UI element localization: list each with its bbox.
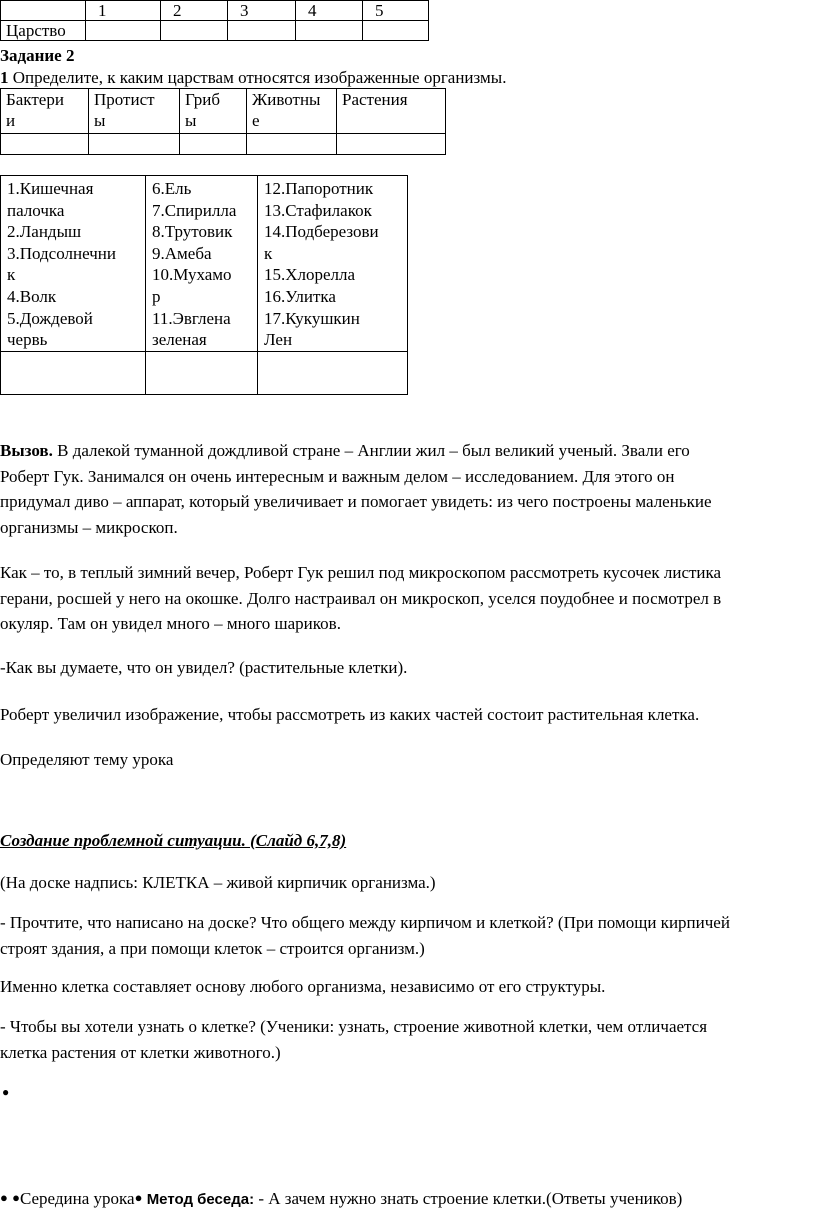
table-cell: [363, 21, 429, 41]
table-row: [1, 21, 429, 41]
cell-basis-paragraph: Именно клетка составляет основу любого организма, независимо от его структуры.: [0, 977, 606, 996]
table-cell: [146, 351, 258, 394]
task-text: Определите, к каким царствам относятся изображенные организмы.: [8, 68, 507, 87]
organisms-table: [0, 175, 408, 395]
challenge-label: Вызов.: [0, 441, 53, 460]
table-row: [1, 351, 408, 394]
lesson-middle-label: Середина урока: [19, 1189, 135, 1208]
table-header-cell: Гриб ы: [180, 89, 247, 134]
board-paragraph: (На доске надпись: КЛЕТКА – живой кирпичик организма.): [0, 873, 436, 892]
text-line: - Прочтите, что написано на доске? Что общего между кирпичом и клеткой? (При помощи кирпичей: [0, 913, 730, 932]
bullet-icon: ●: [0, 1190, 8, 1205]
organisms-column-1: 1.Кишечная палочка 2.Ландыш 3.Подсолнечни к 4.Волк 5.Дождевой червь: [1, 176, 146, 352]
table-row: [1, 89, 446, 134]
text-line: придумал диво – аппарат, который увеличивает и помогает увидеть: из чего построены маленькие: [0, 492, 712, 511]
table-cell: 5: [363, 1, 429, 21]
kingdom-number-table: [0, 0, 429, 41]
text-line: В далекой туманной дождливой стране – Англии жил – был великий ученый. Звали его: [52, 441, 690, 460]
table-cell: [86, 21, 161, 41]
text-line: окуляр. Там он увидел много – много шариков.: [0, 614, 341, 633]
table-cell: [337, 134, 446, 155]
table-cell: [89, 134, 180, 155]
bullet-icon: ●: [12, 1190, 20, 1205]
table-cell: [258, 351, 408, 394]
table-cell: [1, 351, 146, 394]
table-cell: 2: [161, 1, 228, 21]
table-header-cell: Животны е: [247, 89, 337, 134]
table-cell: 4: [296, 1, 363, 21]
text-line: клетка растения от клетки животного.): [0, 1042, 281, 1062]
table-row: [1, 1, 429, 21]
discussion-paragraph: [0, 910, 812, 961]
zoom-paragraph: Роберт увеличил изображение, чтобы рассмотреть из каких частей состоит растительная клетка.: [0, 705, 700, 724]
lesson-middle-line: [0, 1186, 812, 1213]
table-cell: 1: [86, 1, 161, 21]
story-paragraph: [0, 560, 812, 637]
table-cell: [296, 21, 363, 41]
table-cell: Царство: [1, 21, 86, 41]
table-cell: 3: [228, 1, 296, 21]
topic-paragraph: Определяют тему урока: [0, 750, 174, 769]
text-line: Роберт Гук. Занимался он очень интересным и важным делом – исследованием. Для этого он: [0, 466, 675, 486]
method-text: - А зачем нужно знать строение клетки.(Ответы учеников): [254, 1189, 683, 1208]
text-line: строят здания, а при помощи клеток – строится организм.): [0, 938, 425, 958]
table-cell: [161, 21, 228, 41]
task-instruction: [0, 67, 506, 89]
text-line: Как – то, в теплый зимний вечер, Роберт Гук решил под микроскопом рассмотреть кусочек листика: [0, 563, 722, 582]
wishes-paragraph: [0, 1014, 812, 1065]
kingdoms-table: [0, 88, 446, 155]
table-cell: [180, 134, 247, 155]
table-cell: [1, 1, 86, 21]
table-cell: [228, 21, 296, 41]
bullet-icon: ●: [2, 1085, 10, 1099]
method-label: Метод беседа:: [146, 1191, 255, 1208]
problem-heading: Создание проблемной ситуации. (Слайд 6,7,8): [0, 831, 347, 850]
table-header-cell: Протист ы: [89, 89, 180, 134]
table-cell: [247, 134, 337, 155]
organisms-column-3: 12.Папоротник 13.Стафилакок 14.Подберезови к 15.Хлорелла 16.Улитка 17.Кукушкин Лен: [258, 176, 408, 352]
table-header-cell: Растения: [337, 89, 446, 134]
challenge-paragraph: [0, 438, 812, 540]
text-line: - Чтобы вы хотели узнать о клетке? (Ученики: узнать, строение животной клетки, чем отличается: [0, 1017, 708, 1036]
task-title: Задание 2: [0, 46, 75, 65]
question-paragraph: -Как вы думаете, что он увидел? (растительные клетки).: [0, 658, 408, 677]
text-line: организмы – микроскоп.: [0, 517, 178, 537]
table-row: [1, 134, 446, 155]
organisms-column-2: 6.Ель 7.Спирилла 8.Трутовик 9.Амеба 10.Мухамо р 11.Эвглена зеленая: [146, 176, 258, 352]
task-number: 1: [0, 68, 9, 87]
table-cell: [1, 134, 89, 155]
table-row: [1, 176, 408, 352]
text-line: герани, росшей у него на окошке. Долго настраивал он микроскоп, уселся поудобнее и посмотрел в: [0, 588, 722, 608]
table-header-cell: Бактери и: [1, 89, 89, 134]
bullet-icon: ●: [134, 1190, 143, 1205]
